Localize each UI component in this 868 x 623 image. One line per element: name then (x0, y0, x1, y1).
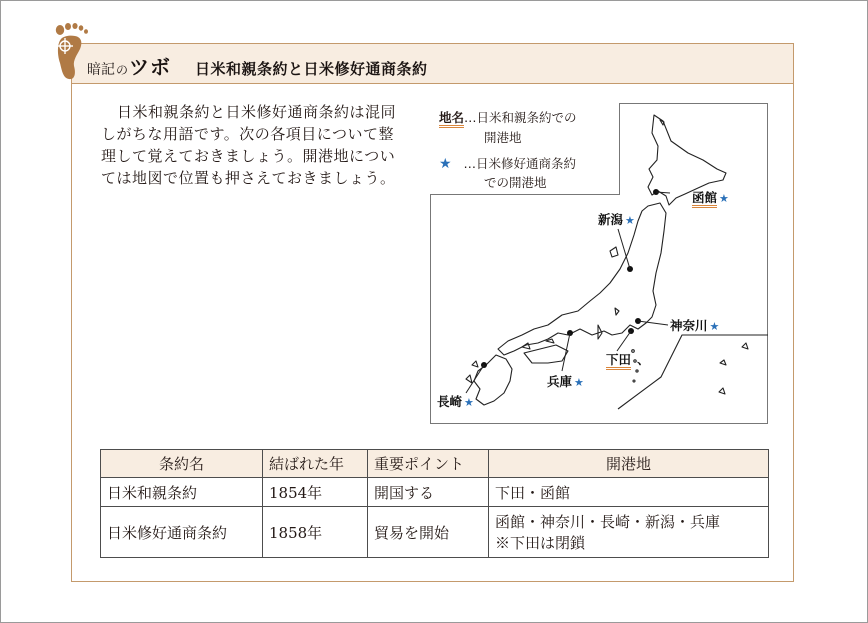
star-icon: ★ (439, 156, 452, 172)
cell-treaty-name: 日米和親条約 (101, 478, 263, 507)
map-label-hyogo (547, 372, 584, 390)
cell-year: 1858年 (263, 507, 368, 558)
table-row (101, 478, 769, 507)
col-header-point: 重要ポイント (368, 450, 489, 478)
legend-item1-a: …日米和親条約での (464, 110, 577, 125)
map-label-kanagawa (670, 316, 719, 334)
label-hakodate: 函館 (692, 190, 717, 208)
label-shimoda: 下田 (606, 352, 631, 370)
section-header (87, 51, 428, 77)
label-hyogo: 兵庫 (547, 374, 573, 389)
star-icon: ★ (464, 396, 474, 409)
header-ank: 暗記 (87, 62, 115, 78)
table-header-row (101, 450, 769, 478)
cell-point: 開国する (368, 478, 489, 507)
cell-year: 1854年 (263, 478, 368, 507)
cell-treaty-name: 日米修好通商条約 (101, 507, 263, 558)
legend-item2-b: での開港地 (484, 175, 547, 190)
intro-paragraph: 日米和親条約と日米修好通商条約は混同しがちな用語です。次の各項目について整理して覚えておきましょう。開港地については地図で位置も押さえておきましょう。 (101, 103, 397, 187)
star-icon: ★ (709, 320, 720, 333)
header-tsubo: ツボ (129, 55, 172, 79)
label-kanagawa: 神奈川 (670, 318, 708, 333)
col-header-ports: 開港地 (489, 450, 769, 478)
table-row (101, 507, 769, 558)
cell-ports (489, 478, 769, 507)
label-niigata: 新潟 (598, 212, 624, 227)
shikoku-outline (524, 345, 568, 363)
map-label-nagasaki (437, 392, 474, 410)
map-label-hakodate (692, 188, 729, 206)
star-icon: ★ (625, 214, 635, 227)
cell-ports-note: ※下田は閉鎖 (495, 534, 586, 552)
label-shimoda-suffix: 、 (637, 352, 650, 367)
cell-point: 貿易を開始 (368, 507, 489, 558)
col-header-treaty-name: 条約名 (101, 450, 263, 478)
header-title: 日米和親条約と日米修好通商条約 (195, 60, 428, 78)
legend-item1-b: 開港地 (484, 130, 522, 145)
cell-ports (489, 507, 769, 558)
col-header-year: 結ばれた年 (263, 450, 368, 478)
map-label-niigata (598, 210, 635, 228)
cell-ports-text: 下田・函館 (495, 483, 571, 502)
kyushu-outline (474, 355, 512, 405)
header-no: の (116, 63, 129, 77)
honshu-outline (498, 203, 666, 355)
treaty-table (100, 449, 769, 558)
star-icon: ★ (574, 376, 584, 389)
star-icon: ★ (719, 192, 729, 205)
cell-ports-text: 函館・神奈川・長崎・新潟・兵庫 (495, 513, 721, 531)
legend-item2-a: …日米修好通商条約 (463, 156, 577, 171)
label-nagasaki: 長崎 (437, 394, 463, 409)
legend-place-word: 地名 (439, 110, 464, 128)
map-label-shimoda (606, 350, 650, 368)
map-legend (430, 103, 620, 195)
